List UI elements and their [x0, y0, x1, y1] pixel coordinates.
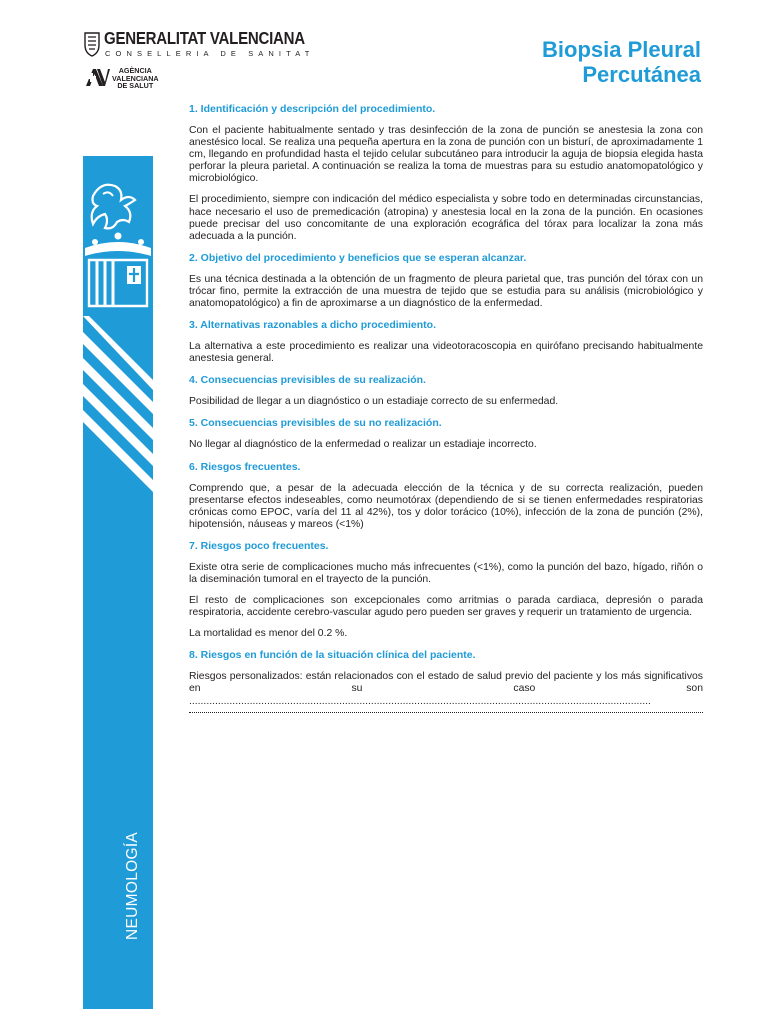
section-paragraph: La mortalidad es menor del 0.2 %.	[189, 628, 348, 640]
document-title	[542, 37, 701, 87]
section-heading: 7. Riesgos poco frecuentes.	[189, 539, 329, 552]
section-paragraph: Riesgos personalizados: están relacionados con el estado de salud previo del paciente y los más significativos en su caso son ................................................................................................................................................................	[189, 671, 703, 707]
title-line-2: Percutánea	[582, 62, 701, 87]
generalitat-logo	[84, 28, 315, 62]
section-heading: 8. Riesgos en función de la situación clínica del paciente.	[189, 649, 476, 662]
section-3	[189, 319, 703, 365]
section-heading: 6. Riesgos frecuentes.	[189, 460, 301, 473]
section-heading: 5. Consecuencias previsibles de su no realización.	[189, 417, 442, 430]
agency-line-1: AGÈNCIA	[118, 66, 152, 75]
section-7	[189, 540, 703, 640]
section-paragraph: Existe otra serie de complicaciones mucho más infrecuentes (<1%), como la punción del bazo, hígado, riñón o la diseminación tumoral en el trayecto de la punción.	[189, 561, 703, 585]
section-paragraph: Es una técnica destinada a la obtención de un fragmento de pleura parietal que, tras punción del tórax con un trócar fino, permite la extracción de una muestra de tejido que se estudia para su análisis (microbiológico y anatomopatológico) a fin de aproximarse a un diagnóstico de la enfermedad.	[189, 273, 703, 310]
agency-line-2: VALENCIANA	[112, 73, 159, 83]
specialty-label: NEUMOLOGÍA	[124, 831, 141, 940]
section-heading: 3. Alternativas razonables a dicho procedimiento.	[189, 319, 437, 332]
title-line-1: Biopsia Pleural	[542, 37, 701, 62]
section-8	[189, 649, 703, 712]
org-name: GENERALITAT VALENCIANA	[104, 28, 305, 48]
section-heading: 4. Consecuencias previsibles de su realización.	[189, 374, 426, 387]
section-paragraph: El procedimiento, siempre con indicación del médico especialista y sobre todo en determinadas circunstancias, hace necesario el uso de premedicación (atropina) y anestesia local en la zona de la punción. En ocasiones puede precisar del uso concomitante de una exploración ecográfica del tórax para localizar la zona más adecuada a la punción.	[189, 194, 703, 242]
agency-mark-icon	[84, 66, 110, 88]
section-paragraph: No llegar al diagnóstico de la enfermedad o realizar un estadiaje incorrecto.	[189, 439, 537, 451]
fill-in-line	[189, 712, 703, 713]
section-paragraph: La alternativa a este procedimiento es realizar una videotoracoscopia en quirófano precisando habitualmente anestesia general.	[189, 341, 703, 365]
section-paragraph: Comprendo que, a pesar de la adecuada elección de la técnica y de su correcta realización, pueden presentarse efectos indeseables, como neumotórax (dependiendo de si se tienen enfermedades respiratorias crónicas como EPOC, varía del 11 al 42%), tos y dolor torácico (10%), infección de la zona de punción (2%), hipotensión, náuseas y mareos (<1%)	[189, 482, 703, 530]
section-paragraph: El resto de complicaciones son excepcionales como arritmias o parada cardiaca, depresión o parada respiratoria, accidente cerebro-vascular agudo pero pueden ser graves y requerir un tratamiento de urgencia.	[189, 595, 703, 619]
section-heading: 2. Objetivo del procedimiento y beneficios que se esperan alcanzar.	[189, 251, 527, 264]
agency-logo	[84, 66, 164, 90]
coat-of-arms-icon	[83, 156, 153, 1009]
section-paragraph: Con el paciente habitualmente sentado y tras desinfección de la zona de punción se anestesia la zona con anestésico local. Se realiza una pequeña apertura en la zona de punción con un bisturí, de aproximadamente 1 cm, llegando en profundidad hasta el tejido celular subcutáneo para introducir la aguja de biopsia elegida hasta perforar la pleura parietal. A continuación se realiza la toma de muestras para su estudio anatomopatológico y microbiológico.	[189, 125, 703, 185]
agency-name	[112, 67, 159, 90]
document-body	[189, 103, 703, 713]
section-2	[189, 252, 703, 310]
side-band	[83, 156, 153, 1009]
section-heading: 1. Identificación y descripción del procedimiento.	[189, 103, 436, 115]
section-paragraph: Posibilidad de llegar a un diagnóstico o un estadiaje correcto de su enfermedad.	[189, 396, 559, 408]
agency-line-3: DE SALUT	[117, 81, 154, 91]
org-department: CONSELLERIA DE SANITAT	[105, 49, 315, 58]
shield-icon	[84, 31, 100, 57]
section-4	[189, 374, 703, 408]
section-1	[189, 103, 703, 243]
section-6	[189, 461, 703, 531]
section-5	[189, 417, 703, 451]
